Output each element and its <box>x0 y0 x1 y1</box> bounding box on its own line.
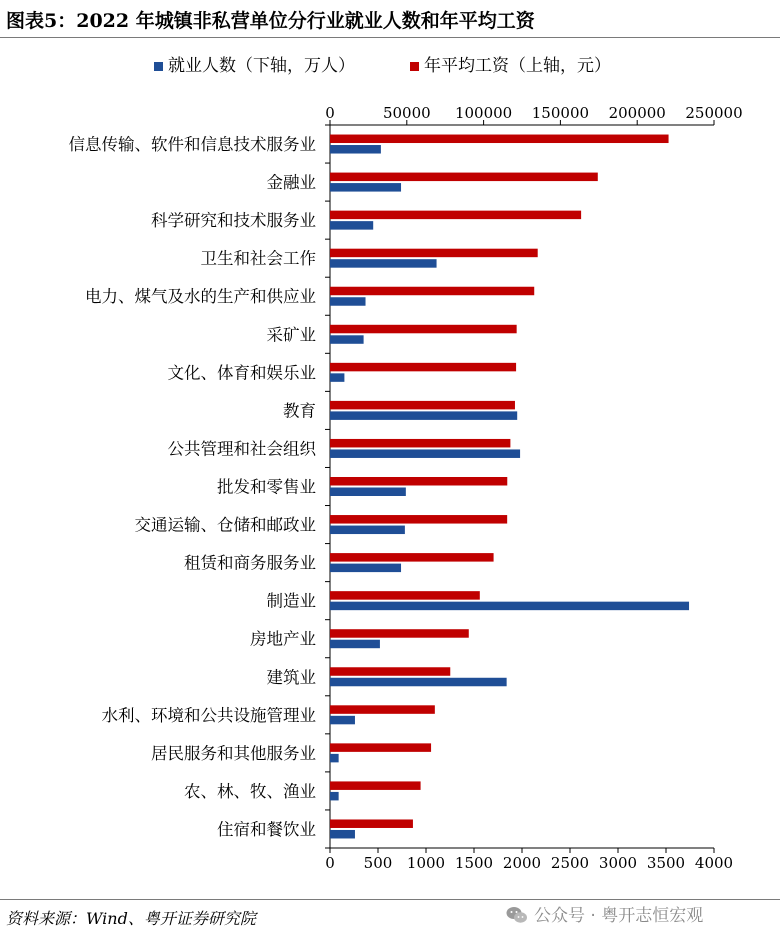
bottom-axis-tick-label: 1000 <box>406 854 446 872</box>
bar-wage <box>330 363 516 372</box>
legend-label-employment: 就业人数（下轴，万人） <box>168 56 355 76</box>
category-label: 文化、体育和娱乐业 <box>167 363 316 383</box>
category-label: 科学研究和技术服务业 <box>151 211 316 231</box>
category-label: 居民服务和其他服务业 <box>151 743 316 763</box>
category-label: 电力、煤气及水的生产和供应业 <box>85 287 316 307</box>
category-label: 卫生和社会工作 <box>200 249 316 269</box>
title-bar <box>0 0 780 38</box>
watermark <box>506 901 703 926</box>
bar-wage <box>330 249 538 258</box>
bottom-axis-tick-label: 500 <box>363 854 393 872</box>
bar-employment <box>330 335 364 344</box>
bottom-axis-tick-label: 3500 <box>646 854 686 872</box>
top-axis-tick-label: 100000 <box>454 104 513 122</box>
category-label: 农、林、牧、渔业 <box>184 781 316 801</box>
bar-wage <box>330 439 510 448</box>
bottom-axis-tick-label: 1500 <box>454 854 494 872</box>
bar-wage <box>330 591 480 600</box>
bottom-axis-tick-label: 2500 <box>550 854 590 872</box>
bar-wage <box>330 553 494 562</box>
category-label: 教育 <box>283 401 316 421</box>
top-axis-tick-label: 250000 <box>685 104 743 122</box>
top-axis-tick-label: 150000 <box>531 104 590 122</box>
bottom-axis-tick-label: 2000 <box>502 854 542 872</box>
bar-employment <box>330 526 405 535</box>
bar-wage <box>330 401 515 410</box>
legend-label-wage: 年平均工资（上轴，元） <box>424 56 611 76</box>
wechat-logo-icon <box>506 906 528 924</box>
category-label: 交通运输、仓储和邮政业 <box>134 515 316 535</box>
bar-employment <box>330 449 520 458</box>
legend-swatch-employment <box>154 62 163 71</box>
bar-employment <box>330 640 380 649</box>
bar-employment <box>330 564 401 573</box>
category-label: 租赁和商务服务业 <box>184 553 316 573</box>
bar-employment <box>330 411 517 420</box>
bar-wage <box>330 819 413 828</box>
source-note: 资料来源：Wind、粤开证券研究院 <box>6 909 256 928</box>
category-label: 房地产业 <box>250 629 316 649</box>
footer-divider <box>0 899 780 900</box>
category-label: 金融业 <box>266 173 316 193</box>
watermark-text: 公众号 · 粤开志恒宏观 <box>534 906 704 926</box>
bar-employment <box>330 488 406 497</box>
legend-swatch-wage <box>410 62 419 71</box>
bar-wage <box>330 705 435 714</box>
bar-chart <box>0 38 780 898</box>
top-axis-tick-label: 200000 <box>608 104 666 122</box>
category-label: 住宿和餐饮业 <box>217 819 316 839</box>
bottom-axis-tick-label: 0 <box>325 854 335 872</box>
top-axis-tick-label: 50000 <box>382 104 431 122</box>
bar-employment <box>330 297 366 306</box>
bar-wage <box>330 477 507 486</box>
bar-wage <box>330 629 469 638</box>
chart-title: 图表5：2022 年城镇非私营单位分行业就业人数和年平均工资 <box>6 10 535 32</box>
bottom-axis-tick-label: 4000 <box>694 854 734 872</box>
bar-employment <box>330 259 437 268</box>
bar-wage <box>330 211 581 220</box>
bar-employment <box>330 221 373 230</box>
bar-wage <box>330 781 421 790</box>
bar-employment <box>330 792 339 801</box>
bar-employment <box>330 183 401 192</box>
bar-wage <box>330 173 598 182</box>
category-label: 信息传输、软件和信息技术服务业 <box>68 135 316 155</box>
category-label: 制造业 <box>266 591 316 611</box>
bar-wage <box>330 743 431 752</box>
bar-wage <box>330 135 669 144</box>
bar-employment <box>330 754 339 763</box>
bottom-axis-tick-label: 3000 <box>598 854 638 872</box>
category-label: 批发和零售业 <box>217 477 316 497</box>
category-label: 采矿业 <box>266 325 316 345</box>
category-label: 建筑业 <box>266 667 316 687</box>
bar-employment <box>330 602 689 611</box>
category-label: 水利、环境和公共设施管理业 <box>101 705 316 725</box>
bar-wage <box>330 667 450 676</box>
bar-employment <box>330 373 344 382</box>
bar-employment <box>330 716 355 725</box>
bar-wage <box>330 325 517 334</box>
bar-employment <box>330 678 507 687</box>
bar-wage <box>330 287 534 296</box>
bar-employment <box>330 145 381 154</box>
bar-employment <box>330 830 355 839</box>
category-label: 公共管理和社会组织 <box>167 439 316 459</box>
bar-wage <box>330 515 507 524</box>
top-axis-tick-label: 0 <box>325 104 335 122</box>
